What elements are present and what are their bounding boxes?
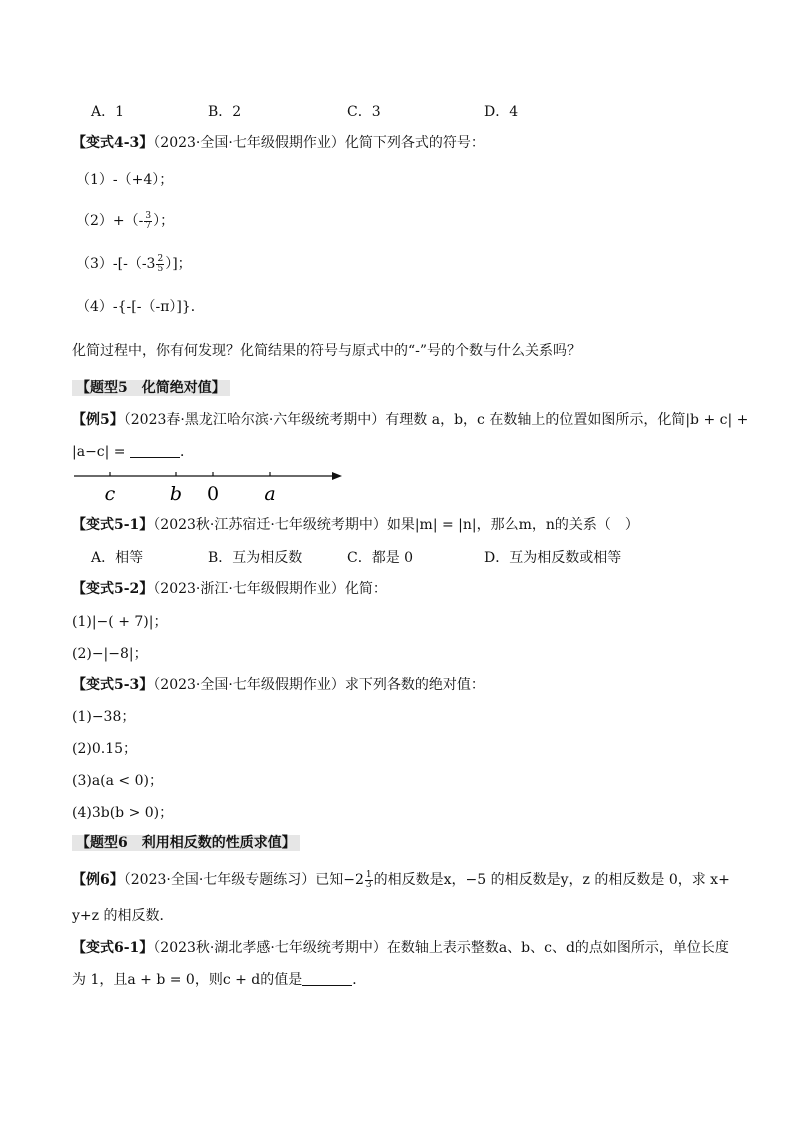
label-a: a	[264, 483, 276, 505]
variant-tag: 【变式4-3】	[72, 135, 154, 151]
option-a: A．1	[91, 104, 125, 120]
option-b: B．互为相反数	[208, 550, 303, 566]
section-heading-5: 【题型5 化简绝对值】	[72, 378, 230, 398]
variant-6-1-line1: 【变式6-1】（2023秋·湖北孝感·七年级统考期中）在数轴上表示整数a、b、c、d的点如图所示，单位长度	[72, 940, 729, 956]
fraction: $\frac{1}{3}$	[365, 869, 372, 890]
variant-6-1-line2: 为 1，且a + b = 0，则c + d的值是 ．	[72, 972, 367, 988]
item-1: （1）-（+4）；	[76, 172, 174, 188]
axis-arrow	[332, 472, 342, 480]
variant-4-3-title	[72, 133, 485, 153]
answer-blank	[302, 971, 352, 986]
example-tag: 【例6】	[72, 872, 124, 888]
variant-5-3-title: 【变式5-3】（2023·全国·七年级假期作业）求下列各数的绝对值：	[72, 677, 485, 693]
section-heading-6: 【题型6 利用相反数的性质求值】	[72, 833, 300, 853]
example-5-line1: 【例5】（2023春·黑龙江哈尔滨·六年级统考期中）有理数 a，b，c 在数轴上的位置如图所示，化简|b + c| +	[72, 412, 749, 428]
option-c: C．都是 0	[347, 550, 414, 566]
example-tag: 【例5】	[72, 412, 124, 428]
option-d: D．互为相反数或相等	[484, 550, 622, 566]
item-1: (1)−38；	[72, 709, 136, 725]
example-6-line1: 【例6】（2023·全国·七年级专题练习）已知−2 $\frac{1}{3}$ 的相反数是x，−5 的相反数是y，z 的相反数是 0，求 x+	[72, 869, 730, 890]
variant-text: （2023·全国·七年级假期作业）化简下列各式的符号：	[153, 135, 485, 151]
question-text: 化简过程中，你有何发现？化简结果的符号与原式中的“-”号的个数与什么关系吗？	[72, 343, 582, 359]
item-2: （2）+（- $\frac{3}{7}$ ）；	[76, 210, 175, 231]
item-3: （3）-[-（-3 $\frac{2}{5}$ ）]；	[76, 253, 192, 274]
option-c: C．3	[347, 104, 381, 120]
item-4: (4)3b(b > 0)；	[72, 805, 174, 821]
item-1: (1)|−( + 7)|；	[72, 614, 168, 630]
label-0: 0	[206, 483, 220, 505]
option-d: D．4	[484, 104, 519, 120]
fraction: $\frac{3}{7}$	[145, 210, 152, 231]
answer-blank	[130, 443, 180, 458]
item-2: (2)0.15；	[72, 741, 138, 757]
option-b: B．2	[208, 104, 242, 120]
variant-5-2-title: 【变式5-2】（2023·浙江·七年级假期作业）化简：	[72, 581, 387, 597]
item-2: (2)−|−8|；	[72, 646, 148, 662]
fraction: $\frac{2}{5}$	[157, 253, 164, 274]
example-6-line2: y+z 的相反数．	[72, 908, 174, 924]
label-b: b	[169, 483, 183, 505]
label-c: c	[104, 483, 116, 505]
number-line-figure	[70, 464, 350, 508]
item-4: （4）-{-[-（-π）]}．	[76, 299, 205, 315]
example-5-line2: |a−c| = ．	[72, 444, 194, 460]
option-a: A．相等	[91, 550, 144, 566]
variant-5-1-title: 【变式5-1】（2023秋·江苏宿迁·七年级统考期中）如果|m| = |n|，那么m，n的关系（ ）	[72, 517, 639, 533]
item-3: (3)a(a < 0)；	[72, 773, 163, 789]
